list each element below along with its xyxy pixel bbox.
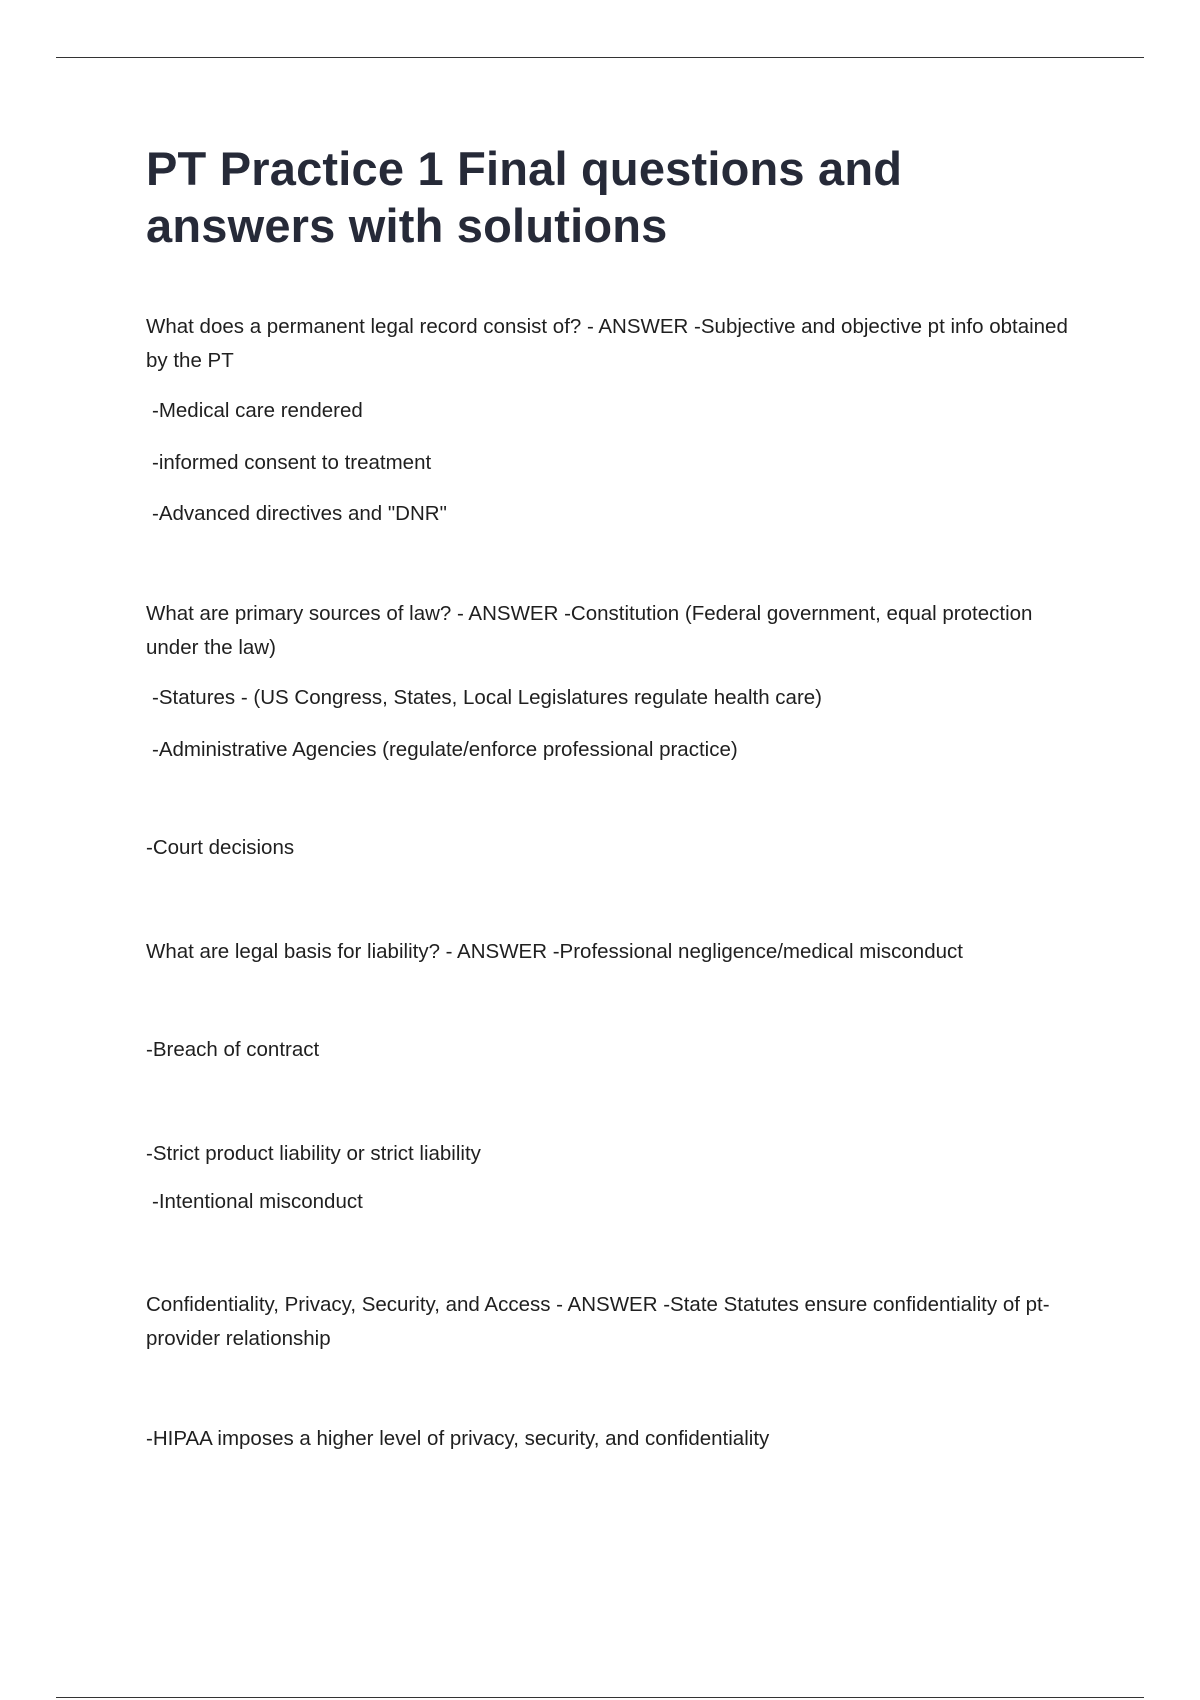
question-1: What does a permanent legal record consist of? - ANSWER -Subjective and objective pt info obtained by the PT <box>146 315 1068 372</box>
answer-line: -Medical care rendered <box>152 399 363 422</box>
answer-line: -HIPAA imposes a higher level of privacy, security, and confidentiality <box>146 1427 770 1450</box>
answer-line: -Court decisions <box>146 836 295 859</box>
answer-line: -Administrative Agencies (regulate/enforce professional practice) <box>152 738 738 761</box>
document-text <box>146 0 1086 1700</box>
question-4: Confidentiality, Privacy, Security, and Access - ANSWER -State Statutes ensure confidentiality of pt-provider relationship <box>146 1293 1050 1350</box>
footer-rule <box>56 1697 1144 1698</box>
answer-line: -Strict product liability or strict liability <box>146 1142 481 1165</box>
answer-line: -Statures - (US Congress, States, Local Legislatures regulate health care) <box>152 686 822 709</box>
page-title: PT Practice 1 Final questions and answers with solutions <box>146 142 903 252</box>
answer-line: -informed consent to treatment <box>152 451 432 474</box>
answer-line: -Intentional misconduct <box>152 1190 363 1213</box>
answer-line: -Breach of contract <box>146 1038 320 1061</box>
answer-line: -Advanced directives and "DNR" <box>152 502 447 525</box>
question-2: What are primary sources of law? - ANSWER -Constitution (Federal government, equal protection under the law) <box>146 602 1033 659</box>
question-3: What are legal basis for liability? - ANSWER -Professional negligence/medical misconduct <box>146 940 963 963</box>
